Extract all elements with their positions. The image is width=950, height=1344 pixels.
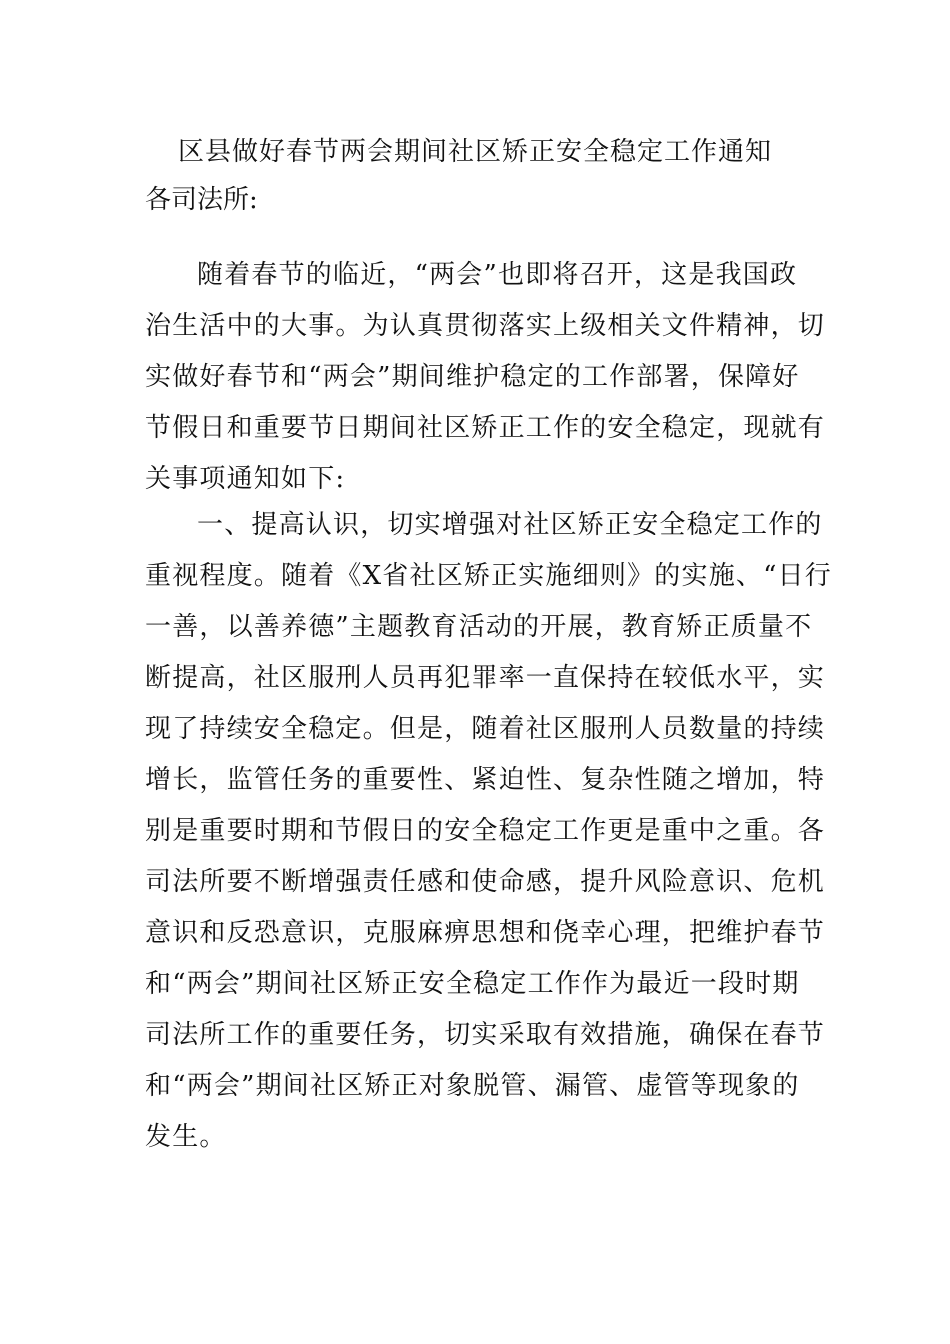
- paragraph-line: 关事项通知如下:: [145, 464, 346, 494]
- paragraph-line: 重视程度。随着《X省社区矫正实施细则》的实施、“日行: [145, 561, 833, 591]
- document-title: 区县做好春节两会期间社区矫正安全稳定工作通知: [177, 137, 772, 167]
- paragraph-section-one: [145, 500, 833, 1163]
- paragraph-line: 和“两会”期间社区矫正安全稳定工作作为最近一段时期: [145, 969, 800, 999]
- paragraph-line: 一善，以善养德”主题教育活动的开展，教育矫正质量不: [145, 612, 813, 642]
- paragraph-line: 意识和反恐意识，克服麻痹思想和侥幸心理，把维护春节: [145, 918, 826, 948]
- paragraph-line: 随着春节的临近，“两会”也即将召开，这是我国政: [197, 260, 798, 290]
- paragraph-line: 一、提高认识，切实增强对社区矫正安全稳定工作的: [197, 510, 823, 540]
- paragraph-line: 实做好春节和“两会”期间维护稳定的工作部署，保障好: [145, 362, 800, 392]
- paragraph-line: 发生。: [145, 1122, 227, 1152]
- paragraph-line: 节假日和重要节日期间社区矫正工作的安全稳定，现就有: [145, 413, 826, 443]
- paragraph-line: 司法所要不断增强责任感和使命感，提升风险意识、危机: [145, 867, 826, 897]
- paragraph-line: 司法所工作的重要任务，切实采取有效措施，确保在春节: [145, 1020, 826, 1050]
- paragraph-line: 现了持续安全稳定。但是，随着社区服刑人员数量的持续: [145, 714, 826, 744]
- paragraph-line: 别是重要时期和节假日的安全稳定工作更是重中之重。各: [145, 816, 826, 846]
- paragraph-line: 增长，监管任务的重要性、紧迫性、复杂性随之增加，特: [145, 765, 826, 795]
- paragraph-line: 和“两会”期间社区矫正对象脱管、漏管、虚管等现象的: [145, 1071, 800, 1101]
- paragraph-line: 断提高，社区服刑人员再犯罪率一直保持在较低水平，实: [145, 663, 826, 693]
- paragraph-line: 治生活中的大事。为认真贯彻落实上级相关文件精神，切: [145, 311, 826, 341]
- paragraph-intro: [145, 250, 826, 505]
- salutation: 各司法所:: [145, 185, 258, 215]
